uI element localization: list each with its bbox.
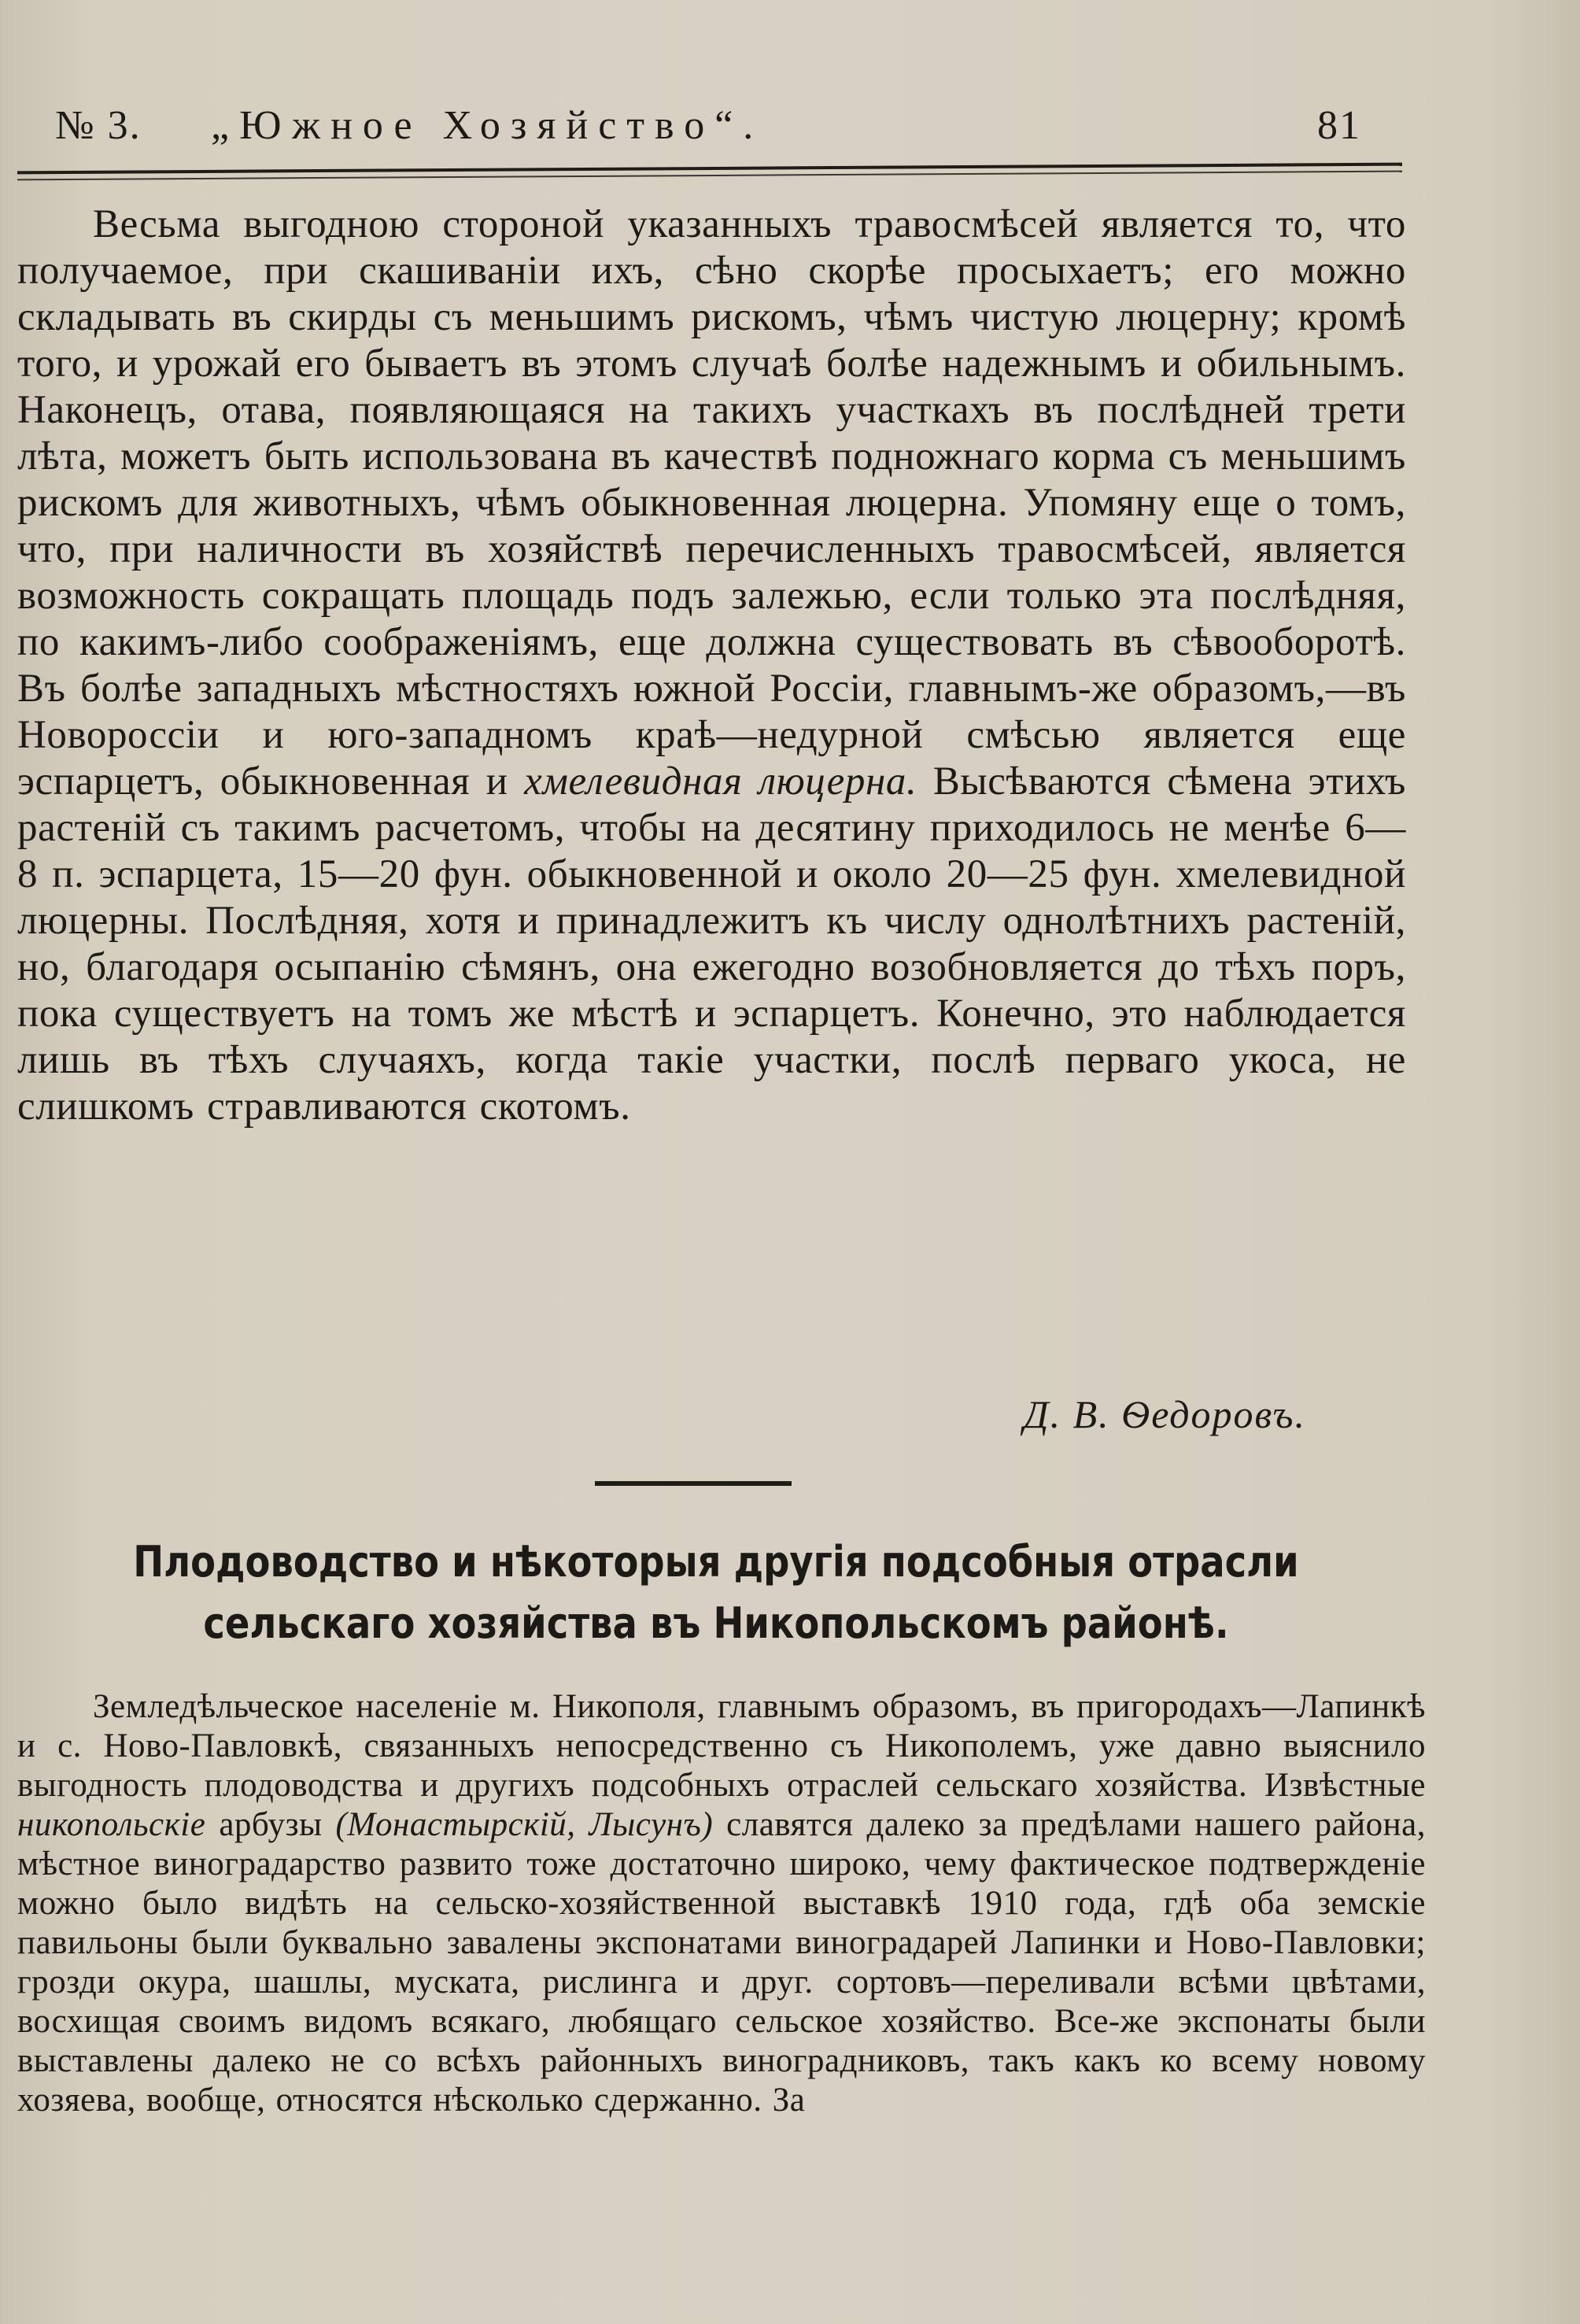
italic-term: (Монастырскiй, Лысунъ) <box>335 1806 714 1843</box>
page-number: 81 <box>1317 103 1361 148</box>
heading-line: сельскаго хозяйства въ Никопольскомъ районѣ. <box>203 1598 1229 1648</box>
article-heading <box>127 1531 1305 1654</box>
article-continuation <box>17 201 1406 1130</box>
paragraph-text: арбузы <box>219 1806 323 1843</box>
paragraph <box>17 201 1406 1130</box>
journal-title: „Южное Хозяйство“. <box>211 103 764 148</box>
issue-number: № 3. <box>55 103 142 148</box>
italic-term: хмелевидная люцерна. <box>524 759 917 804</box>
running-header <box>55 102 1361 165</box>
article-body <box>17 1687 1426 2120</box>
paragraph-text: Земледѣльческое населенiе м. Никополя, главнымъ образомъ, въ пригородахъ—Лапинкѣ и с. Ново-Павловкѣ, связанныхъ непосредственно съ Никополемъ, уже давно выяснило выгодность плодоводства и другихъ подсобныхъ отраслей сельскаго хозяйства. Извѣстные <box>17 1688 1426 1804</box>
author-signature: Д. В. Ѳедоровъ. <box>1023 1392 1306 1436</box>
section-divider <box>595 1481 792 1486</box>
paragraph-text: Весьма выгодною стороной указанныхъ травосмѣсей является то, что получаемое, при скашиванiи ихъ, сѣно скорѣе просыхаетъ; его можно складывать въ скирды съ меньшимъ рискомъ, чѣмъ чистую люцерну; кромѣ того, и урожай его бываетъ въ этомъ случаѣ болѣе надежнымъ и обильнымъ. Наконецъ, отава, появляющаяся на такихъ участкахъ въ послѣдней трети лѣта, можетъ быть использована въ качествѣ подножнаго корма съ меньшимъ рискомъ для животныхъ, чѣмъ обыкновенная люцерна. Упомяну еще о томъ, что, при наличности въ хозяйствѣ перечисленныхъ травосмѣсей, является возможность сокращать площадь подъ залежью, если только эта послѣдняя, по какимъ-либо соображенiямъ, еще должна существовать въ сѣвооборотѣ. Въ болѣе западныхъ мѣстностяхъ южной Россiи, главнымъ-же образомъ,—въ Новороссiи и юго-западномъ краѣ—недурной смѣсью является еще эспарцетъ, обыкновенная и <box>17 202 1406 804</box>
paragraph-text: славятся далеко за предѣлами нашего района, мѣстное виноградарство развито тоже достаточно широко, чему фактическое подтвержденiе можно было видѣть на сельско-хозяйственной выставкѣ 1910 года, гдѣ оба земскiе павильоны были буквально завалены экспонатами виноградарей Лапинки и Ново-Павловки; грозди окура, шашлы, муската, рислинга и друг. сортовъ—переливали всѣми цвѣтами, восхищая своимъ видомъ всякаго, любящаго сельское хозяйство. Все-же экспонаты были выставлены далеко не со всѣхъ районныхъ виноградниковъ, такъ какъ ко всему новому хозяева, вообще, относятся нѣсколько сдержанно. За <box>17 1806 1427 2119</box>
paragraph-text: Высѣваются сѣмена этихъ растенiй съ такимъ расчетомъ, чтобы на десятину приходилось не менѣе 6—8 п. эспарцета, 15—20 фун. обыкновенной и около 20—25 фун. хмелевидной люцерны. Послѣдняя, хотя и принадлежитъ къ числу однолѣтнихъ растенiй, но, благодаря осыпанiю сѣмянъ, она ежегодно возобновляется до тѣхъ поръ, пока существуетъ на томъ же мѣстѣ и эспарцетъ. Конечно, это наблюдается лишь въ тѣхъ случаяхъ, когда такiе участки, послѣ перваго укоса, не слишкомъ стравливаются скотомъ. <box>17 759 1406 1129</box>
heading-line: Плодоводство и нѣкоторыя другiя подсобныя отрасли <box>133 1537 1299 1587</box>
italic-term: никопольскiе <box>17 1806 206 1843</box>
paragraph <box>17 1687 1426 2120</box>
